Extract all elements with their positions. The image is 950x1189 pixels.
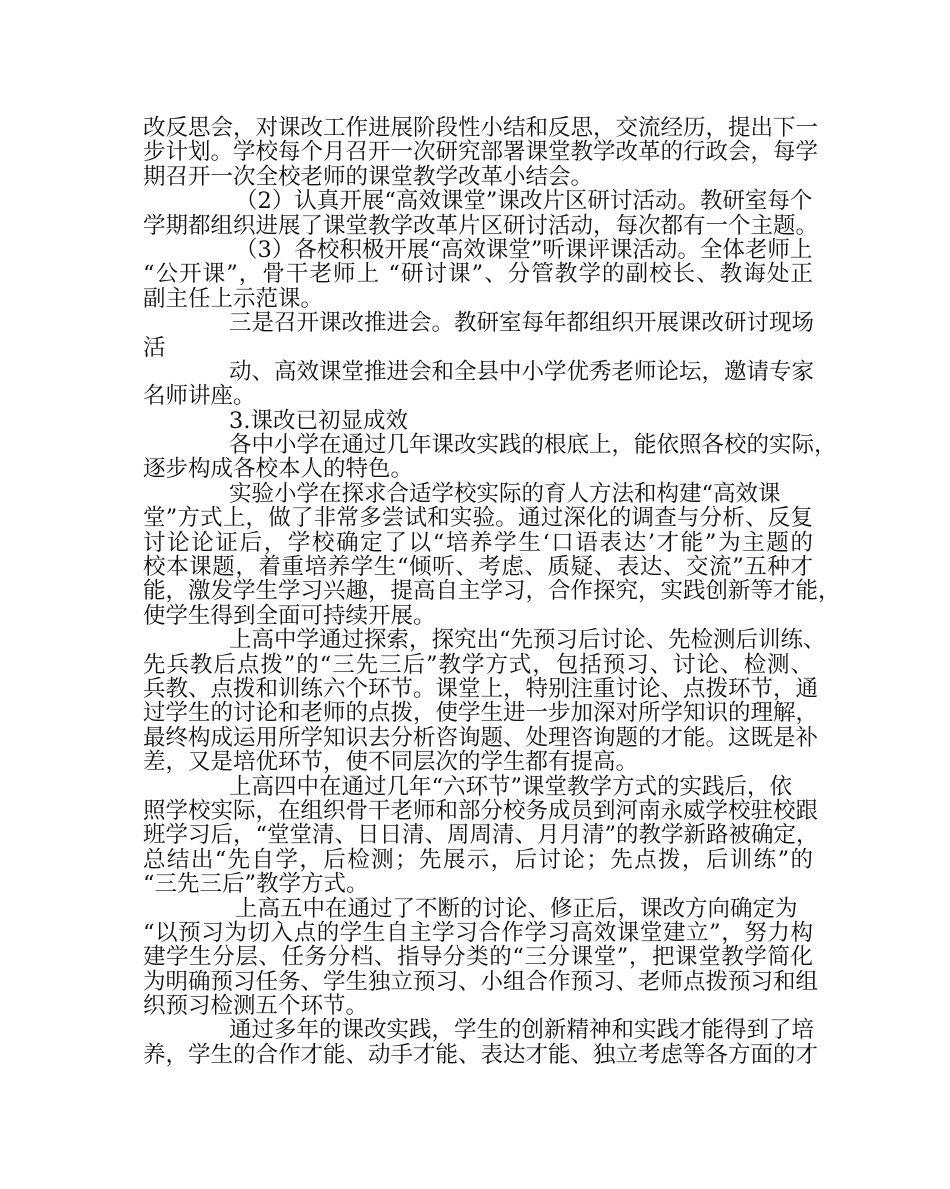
text-line: 差，又是培优环节，使不同层次的学生都有提高。 — [143, 749, 639, 776]
text-line: 实验小学在探求合适学校实际的育人方法和构建“高效课 — [229, 480, 781, 507]
text-line: 使学生得到全面可持续开展。 — [143, 602, 436, 629]
text-line: 兵教、点拨和训练六个环节。课堂上，特别注重讨论、点拨环节，通 — [143, 675, 819, 702]
text-line: 总结出“先自学，后检测；先展示，后讨论；先点拨，后训练”的 — [143, 846, 813, 873]
text-line: 先兵教后点拨”的“三先三后”教学方式，包括预习、讨论、检测、 — [143, 651, 813, 678]
text-line: 动、高效课堂推进会和全县中小学优秀老师论坛，邀请专家 — [229, 358, 815, 385]
text-line: （3）各校积极开展“高效课堂”听课评课活动。全体老师上 — [235, 236, 813, 263]
text-line: 各中小学在通过几年课改实践的根底上，能依照各校的实际， — [229, 432, 837, 459]
text-line: 最终构成运用所学知识去分析咨询题、处理咨询题的才能。这既是补 — [143, 724, 819, 751]
text-line: 建学生分层、任务分档、指导分类的“三分课堂”，把课堂教学简化 — [143, 944, 813, 971]
text-line: （2）认真开展“高效课堂”课改片区研讨活动。教研室每个 — [235, 188, 813, 215]
text-line: 能，激发学生学习兴趣，提高自主学习，合作探究，实践创新等才能， — [143, 578, 841, 605]
section-heading: 3.课改已初显成效 — [229, 407, 408, 434]
text-line: “三先三后”教学方式。 — [143, 871, 369, 898]
text-line: 校本课题，着重培养学生“倾听、考虑、质疑、表达、交流”五种才 — [143, 554, 813, 581]
text-line: 上高五中在通过了不断的讨论、修正后，课改方向确定为 — [235, 895, 798, 922]
text-line: 步计划。学校每个月召开一次研究部署课堂教学改革的行政会，每学 — [143, 139, 819, 166]
text-line: 名师讲座。 — [143, 383, 256, 410]
text-line: 副主任上示范课。 — [143, 285, 324, 312]
document-body — [143, 115, 841, 1068]
text-line: 改反思会，对课改工作进展阶段性小结和反思，交流经历，提出下一 — [143, 115, 819, 141]
text-line: 堂”方式上，做了非常多尝试和实验。通过深化的调查与分析、反复 — [143, 505, 813, 532]
text-line: 三是召开课改推进会。教研室每年都组织开展课改研讨现场 — [229, 310, 815, 337]
text-line: “公开课”，骨干老师上 “研讨课”、分管教学的副校长、教诲处正 — [143, 261, 813, 288]
text-line: 期召开一次全校老师的课堂教学改革小结会。 — [143, 163, 594, 190]
text-line: 织预习检测五个环节。 — [143, 993, 369, 1020]
text-line: 上高四中在通过几年“六环节”课堂教学方式的实践后，依 — [229, 773, 793, 800]
text-line: 讨论论证后，学校确定了以“培养学生‘口语表达’才能”为主题的 — [143, 529, 813, 556]
text-line: 逐步构成各校本人的特色。 — [143, 456, 414, 483]
text-line: 养，学生的合作才能、动手才能、表达才能、独立考虑等各方面的才 — [143, 1041, 819, 1068]
text-line: 活 — [143, 334, 166, 361]
text-line: 学期都组织进展了课堂教学改革片区研讨活动，每次都有一个主题。 — [143, 212, 819, 239]
text-line: 照学校实际，在组织骨干老师和部分校务成员到河南永威学校驻校跟 — [143, 797, 819, 824]
text-line: “以预习为切入点的学生自主学习合作学习高效课堂建立”，努力构 — [143, 919, 813, 946]
text-line: 通过多年的课改实践，学生的创新精神和实践才能得到了培 — [229, 1017, 815, 1044]
text-line: 为明确预习任务、学生独立预习、小组合作预习、老师点拨预习和组 — [143, 968, 819, 995]
text-line: 上高中学通过探索，探究出“先预习后讨论、先检测后训练、 — [229, 627, 826, 654]
text-line: 班学习后，“堂堂清、日日清、周周清、月月清”的教学新路被确定， — [143, 822, 819, 849]
text-line: 过学生的讨论和老师的点拨，使学生进一步加深对所学知识的理解， — [143, 700, 819, 727]
